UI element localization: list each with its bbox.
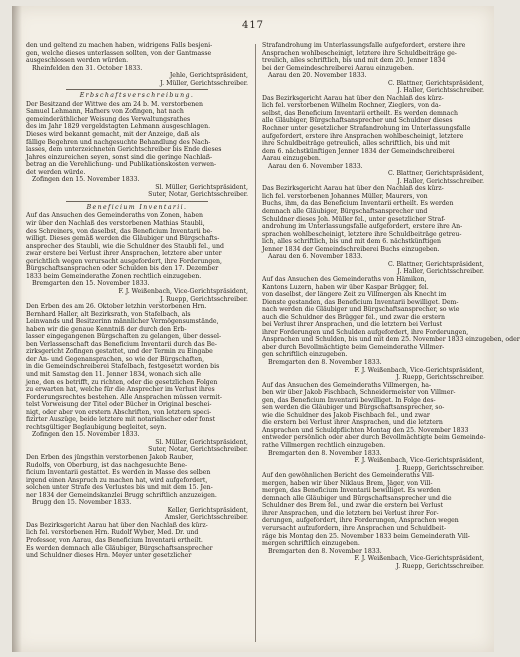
text-line: aufgefordert, erstere ihre Ansprachen wohlbescheinigt, letztere (262, 132, 464, 140)
text-line: Kantons Luzern, haben wir über Kaspar Brügger, fel. (262, 283, 429, 291)
text-line: aber durch Bevollmächtigte beim Gemeinderathe Villmer- (262, 343, 445, 351)
text-line: Den Erben des am 26. Oktober letzhin verstorbenen Hrn. (26, 303, 207, 311)
text-line: verursacht aufzufordern, ihre Ansprachen und Schuldbeit- (262, 525, 447, 532)
text-line: fällige Begehren und nachgesuchte Behandlung des Nach- (26, 138, 211, 146)
text-line: lich fel. verstorbenen Johannes Müller, Maurers, von (262, 192, 428, 200)
dateline: Brugg den 15. November 1833. (32, 499, 132, 507)
text-line: ficium Inventarii gestattet. Es werden in Masse des selben (26, 469, 211, 477)
text-line: Auf den gewöhnlichen Bericht des Gemeinderaths Vill- (262, 472, 435, 480)
text-line: mergen schriftlich einzugeben. (262, 540, 360, 548)
text-line: Schuldner dieses Joh. Müller fel., unter gesetzlicher Straf- (262, 215, 446, 223)
text-line: Leinwands und Besitzerinn männlicher Vermögensumstände, (26, 318, 219, 326)
signature-line: C. Blattner, Gerichtspräsident, (388, 79, 484, 87)
text-line: rechtsgültiger Beglaubigung begleitet, seyn. (26, 423, 167, 431)
text-line: Ansprachen wohlbescheinigt, letztere ihre Schuldbeiträge ge- (262, 49, 457, 57)
text-line: Auf das Ansuchen des Gemeinderaths von Hämikon, (262, 275, 427, 283)
text-line: die erstern bei Verlust ihrer Ansprachen, und die letztern (262, 419, 443, 427)
dateline: Bremgarten den 15. November 1833. (32, 280, 150, 288)
signature-line: J. Ruepp, Gerichtsschreiber. (396, 562, 484, 570)
text-line: alle Gläubiger, Bürgschaftsansprecher und Schuldner dieses (262, 117, 453, 125)
signature-line: F. J. Weißenbach, Vice-Gerichtspräsident, (354, 457, 484, 465)
text-line: Das Bezirksgericht Aarau hat über den Nachlaß des kürz- (26, 521, 208, 529)
text-line: lich, alles schriftlich, bis und mit dem 6. nächstkünftigen (262, 238, 441, 246)
text-line: ihre Schuldbeiträge getreulich, alles schriftlich, bis und mit (262, 140, 450, 148)
text-line: ben wir über Jakob Fischbach, Schneidermeister von Villmer- (262, 389, 456, 397)
text-line: zirksgericht Zofingen gestattet, und der Termin zu Eingabe (26, 348, 213, 356)
text-line: mergen, das Beneficium Inventarii bewilliget. Es werden (262, 487, 441, 495)
signature-line: Amsler, Gerichtsschreiber. (164, 514, 248, 522)
text-line: dem 6. nächstkünftigen Jenner 1834 der Gemeindschreiberei (262, 147, 455, 155)
signature-line: Keller, Gerichtspräsident, (167, 506, 248, 514)
text-line: lich fel. verstorbenen Wilhelm Rochner, Zieglers, von da- (262, 102, 441, 110)
text-line: Den Erben des jüngsthin verstorbenen Jakob Rauber, (26, 453, 194, 461)
dateline: Bremgarten den 8. November 1833. (268, 358, 382, 366)
text-line: Ansprachen und Schuldpflichten Montag den 25. November 1833 (262, 426, 469, 434)
text-line: derungen, aufgefordert, ihre Forderungen, Ansprachen wegen (262, 517, 459, 525)
text-line: haben wir die genaue Kenntniß der durch den Erb- (26, 325, 187, 333)
text-line: Schuldner des Brem fel., und zwar die erstern bei Verlust (262, 502, 443, 510)
text-line: Es werden demnach alle Gläubiger, Bürgschaftsansprecher (26, 544, 213, 552)
text-line: ner 1834 der Gemeindskanzlei Brugg schriftlich anzuzeigen. (26, 491, 217, 499)
signature-line: J. Ruepp, Gerichtsschreiber. (396, 464, 484, 472)
text-line: bei der Gemeindeschreiberei Aarau einzugeben. (262, 64, 415, 72)
text-line: zwar erstere bei Verlust ihrer Ansprachen, letztere aber unter (26, 250, 222, 258)
text-line: Rochner unter gesetzlicher Strafandrohung im Unterlassungsfalle (262, 125, 471, 133)
text-line: Strafandrohung im Unterlassungsfalle aufgefordert, erstere ihre (262, 42, 466, 49)
text-line: treulich, alles schriftlich, bis und mit dem 20. Jenner 1834 (262, 57, 446, 65)
text-line: ausgeschlossen werden würden. (26, 57, 129, 65)
signature-line: J. Ruepp, Gerichtsschreiber. (160, 295, 248, 303)
text-line: Forderungsrechtes bestehen. Alle Ansprachen müssen vermit- (26, 393, 222, 401)
signature-line: F. J. Weißenbach, Vice-Gerichtspräsident, (354, 366, 484, 374)
text-line: demnach alle Gläubiger und Bürgschaftsansprecher und die (262, 494, 452, 502)
signature-line: Jehle, Gerichtspräsident, (169, 72, 248, 80)
signature-line: Suter, Notar, Gerichtsschreiber. (148, 191, 248, 199)
text-line: Ansprachen und Schulden, bis und mit dem 25. November 1833 einzugeben, oder (262, 336, 520, 344)
text-line: wir über den Nachlaß des verstorbenen Mathias Staubli, (26, 220, 205, 228)
column-divider (255, 44, 256, 642)
text-line: der An- und Gegenansprachen, so wie der Bürgschaften, (26, 355, 205, 363)
text-line: mergen, haben wir über Niklaus Brem, Jäger, von Vill- (262, 479, 433, 487)
signature-line: F. J. Weißenbach, Vice-Gerichtspräsident, (354, 555, 484, 563)
text-line: Buchs, ihm, da das Beneficium Inventarii ertheilt. Es werden (262, 200, 454, 208)
text-line: ben Verlassenschaft das Beneficium Inventarii durch das Be- (26, 340, 217, 348)
left-column (26, 42, 248, 648)
signature-line: F. J. Weißenbach, Vice-Gerichtspräsident, (118, 287, 248, 295)
text-line: Jahres einzureichen seyen, sonst sind die geringe Nachlaß- (26, 153, 213, 161)
text-line: auch die Schuldner des Brügger fel., und zwar die erstern (262, 313, 445, 321)
signature-line: J. Haller, Gerichtsschreiber. (397, 87, 484, 95)
text-line: gerichtlich wegen verursacht ausgefordert, ihre Forderungen, (26, 257, 222, 265)
dateline: Aarau den 20. November 1833. (268, 72, 367, 80)
text-line: Bernhard Haller, alt Bezirksrath, von Stafelbach, als (26, 310, 191, 318)
text-line: gen schriftlich einzugeben. (262, 351, 348, 359)
text-line: selbst, das Beneficium Inventarii ertheilt. Es werden demnach (262, 109, 458, 117)
text-line: telst Vorweisung der Titel oder Bücher in Original beschei- (26, 401, 212, 409)
text-line: Auf das Ansuchen des Gemeinderaths von Zonen, haben (26, 212, 203, 220)
text-line: Das Bezirksgericht Aarau hat über den Nachlaß des kürz- (262, 94, 444, 102)
scanned-page (12, 6, 520, 652)
text-line: lich fel. verstorbenen Hrn. Rudolf Wyber, Med. Dr. und (26, 529, 199, 537)
text-line: willigt. Dieses gemäß werden die Gläubiger und Bürgschafts- (26, 235, 220, 243)
signature-line: Sl. Müller, Gerichtspräsident, (155, 438, 248, 446)
text-line: Auf das Ansuchen des Gemeinderaths Villmergen, ha- (262, 381, 432, 389)
text-line: Der Besitzand der Wittwe des am 24 b. M. verstorbenen (26, 100, 203, 108)
text-line: entweder persönlich oder aber durch Bevollmächtigte beim Gemeinde- (262, 434, 486, 442)
text-line: jene, den es betrifft, zu richten, oder die gesetzlichen Folgen (26, 378, 218, 386)
text-line: in die Gemeindschreiberei Stafelbach, festgesetzt worden bis (26, 363, 220, 371)
text-line: rathe Villmergen rechtlich einzugeben. (262, 441, 386, 449)
text-line: und mit Samstag den 11. Jenner 1834, wonach sich alle (26, 370, 202, 378)
dateline: Zofingen den 15. November 1833. (32, 176, 140, 184)
text-line: zu erwarten hat, welche für die Ansprecher im Verlust ihres (26, 386, 215, 394)
text-line: den und geltend zu machen haben, widrigens Falls besjeni- (26, 42, 213, 49)
text-line: gemeinderäthlicher Weisung des Verwaltungsrathes (26, 115, 191, 123)
text-line: lasser eingegangenen Bürgschaften zu gelangen, über dessel- (26, 333, 222, 341)
text-line: demnach alle Gläubiger, Bürgschaftsansprecher und (262, 208, 428, 216)
text-line: fizirter Auszüge, beide letztere mit notarialischer oder fonst (26, 416, 216, 424)
text-line: des im Jahr 1829 vergeldstagten Lehmann ausgeschlagen. (26, 123, 211, 131)
signature-line: C. Blattner, Gerichtspräsident, (388, 260, 484, 268)
dateline: Aarau den 6. November 1833. (268, 162, 363, 170)
text-line: Dienste gestanden, das Beneficium Inventarii bewilliget. Dem- (262, 298, 459, 306)
dateline: Aarau den 6. November 1833. (268, 253, 363, 261)
text-line: und Schuldner dieses Hrn. Meyer unter gesetzlicher (26, 552, 192, 560)
text-line: Samuel Lehmann, Hafners von Zofingen, hat nach (26, 108, 184, 116)
dateline: Zofingen den 15. November 1833. (32, 431, 140, 439)
page-number: 417 (241, 20, 265, 31)
section-heading: Erbschaftsverschreibung. (79, 92, 195, 100)
text-line: wie die Schuldner des Jakob Fischbach fel., und zwar (262, 411, 430, 419)
text-line: Bürgschaftsansprachen oder Schulden bis den 17. Dezember (26, 265, 219, 273)
section-heading: Beneficium Inventarii. (86, 203, 188, 211)
text-line: nach werden die Gläubiger und Bürgschaftsansprecher, so wie (262, 306, 460, 314)
text-line: solchen unter Strafe des Verlustes bis und mit dem 15. Jen- (26, 484, 213, 492)
text-line: sprachen wohlbescheinigt, letztere ihre Schuldbeiträge getreu- (262, 230, 462, 238)
text-line: ihrer Forderungen und Schulden aufgefordert, ihre Forderungen, (262, 328, 469, 336)
text-line: 1833 beim Gemeinderathe Zonen rechtlich einzugeben. (26, 272, 202, 280)
text-line: bei Verlust ihrer Ansprachen, und die letztern bei Verlust (262, 321, 443, 329)
section-rule (66, 89, 208, 90)
dateline: Bremgarten den 8. November 1833. (268, 449, 382, 457)
text-line: betrag an die Verehlichung- und Publikationskosten verwen- (26, 161, 217, 169)
signature-line: C. Blattner, Gerichtspräsident, (388, 170, 484, 178)
signature-line: Suter, Notar, Gerichtsschreiber. (148, 446, 248, 454)
dateline: Bremgarten den 8. November 1833. (268, 547, 382, 555)
signature-line: J. Ruepp, Gerichtsschreiber. (396, 374, 484, 382)
text-line: gen, das Beneficium Inventarii bewilliget. In Folge des- (262, 396, 436, 404)
text-line: ihrer Ansprachen, und die letztern bei Verlust ihrer For- (262, 509, 439, 517)
text-line: irgend einen Anspruch zu machen hat, wird aufgefordert, (26, 476, 208, 484)
text-line: Professor, von Aarau, das Beneficium Inventarii ertheilt. (26, 537, 203, 544)
signature-line: J. Haller, Gerichtsschreiber. (397, 177, 484, 185)
page-spine-shadow (12, 6, 22, 652)
text-line: androhung im Unterlassungsfalle aufgefordert, erstere ihre An- (262, 223, 463, 231)
text-line: ansprecher des Staubli, wie die Schuldner des Staubli fel., und (26, 242, 224, 250)
text-line: nigt, oder aber von erstern Abschriften, von letztern speci- (26, 408, 212, 416)
signature-line: Sl. Müller, Gerichtspräsident, (155, 183, 248, 191)
text-line: räge bis Montag den 25. November 1833 beim Gemeinderath Vill- (262, 532, 470, 540)
text-line: gen, welche dieses unterlassen sollten, von der Gantmasse (26, 49, 212, 57)
text-line: lasses, dem unterzeichneten Gerichtschreiber bis Ende dieses (26, 146, 222, 154)
dateline: Rheinfelden den 31. October 1833. (32, 64, 143, 72)
signature-line: J. Müller, Gerichtsschreiber. (160, 79, 248, 87)
text-line: Rudolfs, von Oberburg, ist das nachgesuchte Bene- (26, 461, 188, 469)
signature-line: J. Haller, Gerichtsschreiber. (397, 268, 484, 276)
text-line: Jenner 1834 der Gemeindschreiberei Buchs einzugeben. (262, 245, 440, 253)
text-line: Dieses wird bekannt gemacht, mit der Anzeige, daß als (26, 131, 200, 139)
text-line: Aarau einzugeben. (262, 155, 321, 163)
text-line: det werden würde. (26, 168, 86, 176)
section-rule (66, 201, 208, 202)
text-line: sen werden die Gläubiger und Bürgschaftsansprecher, so- (262, 404, 445, 412)
text-line: des Schreiners, von daselbst, das Beneficium Inventarii be- (26, 227, 213, 235)
text-line: Das Bezirksgericht Aarau hat über den Nachlaß des kürz- (262, 185, 444, 193)
right-column (262, 42, 520, 648)
text-line: von daselbst, der längere Zeit zu Villmergen als Knecht im (262, 291, 447, 299)
